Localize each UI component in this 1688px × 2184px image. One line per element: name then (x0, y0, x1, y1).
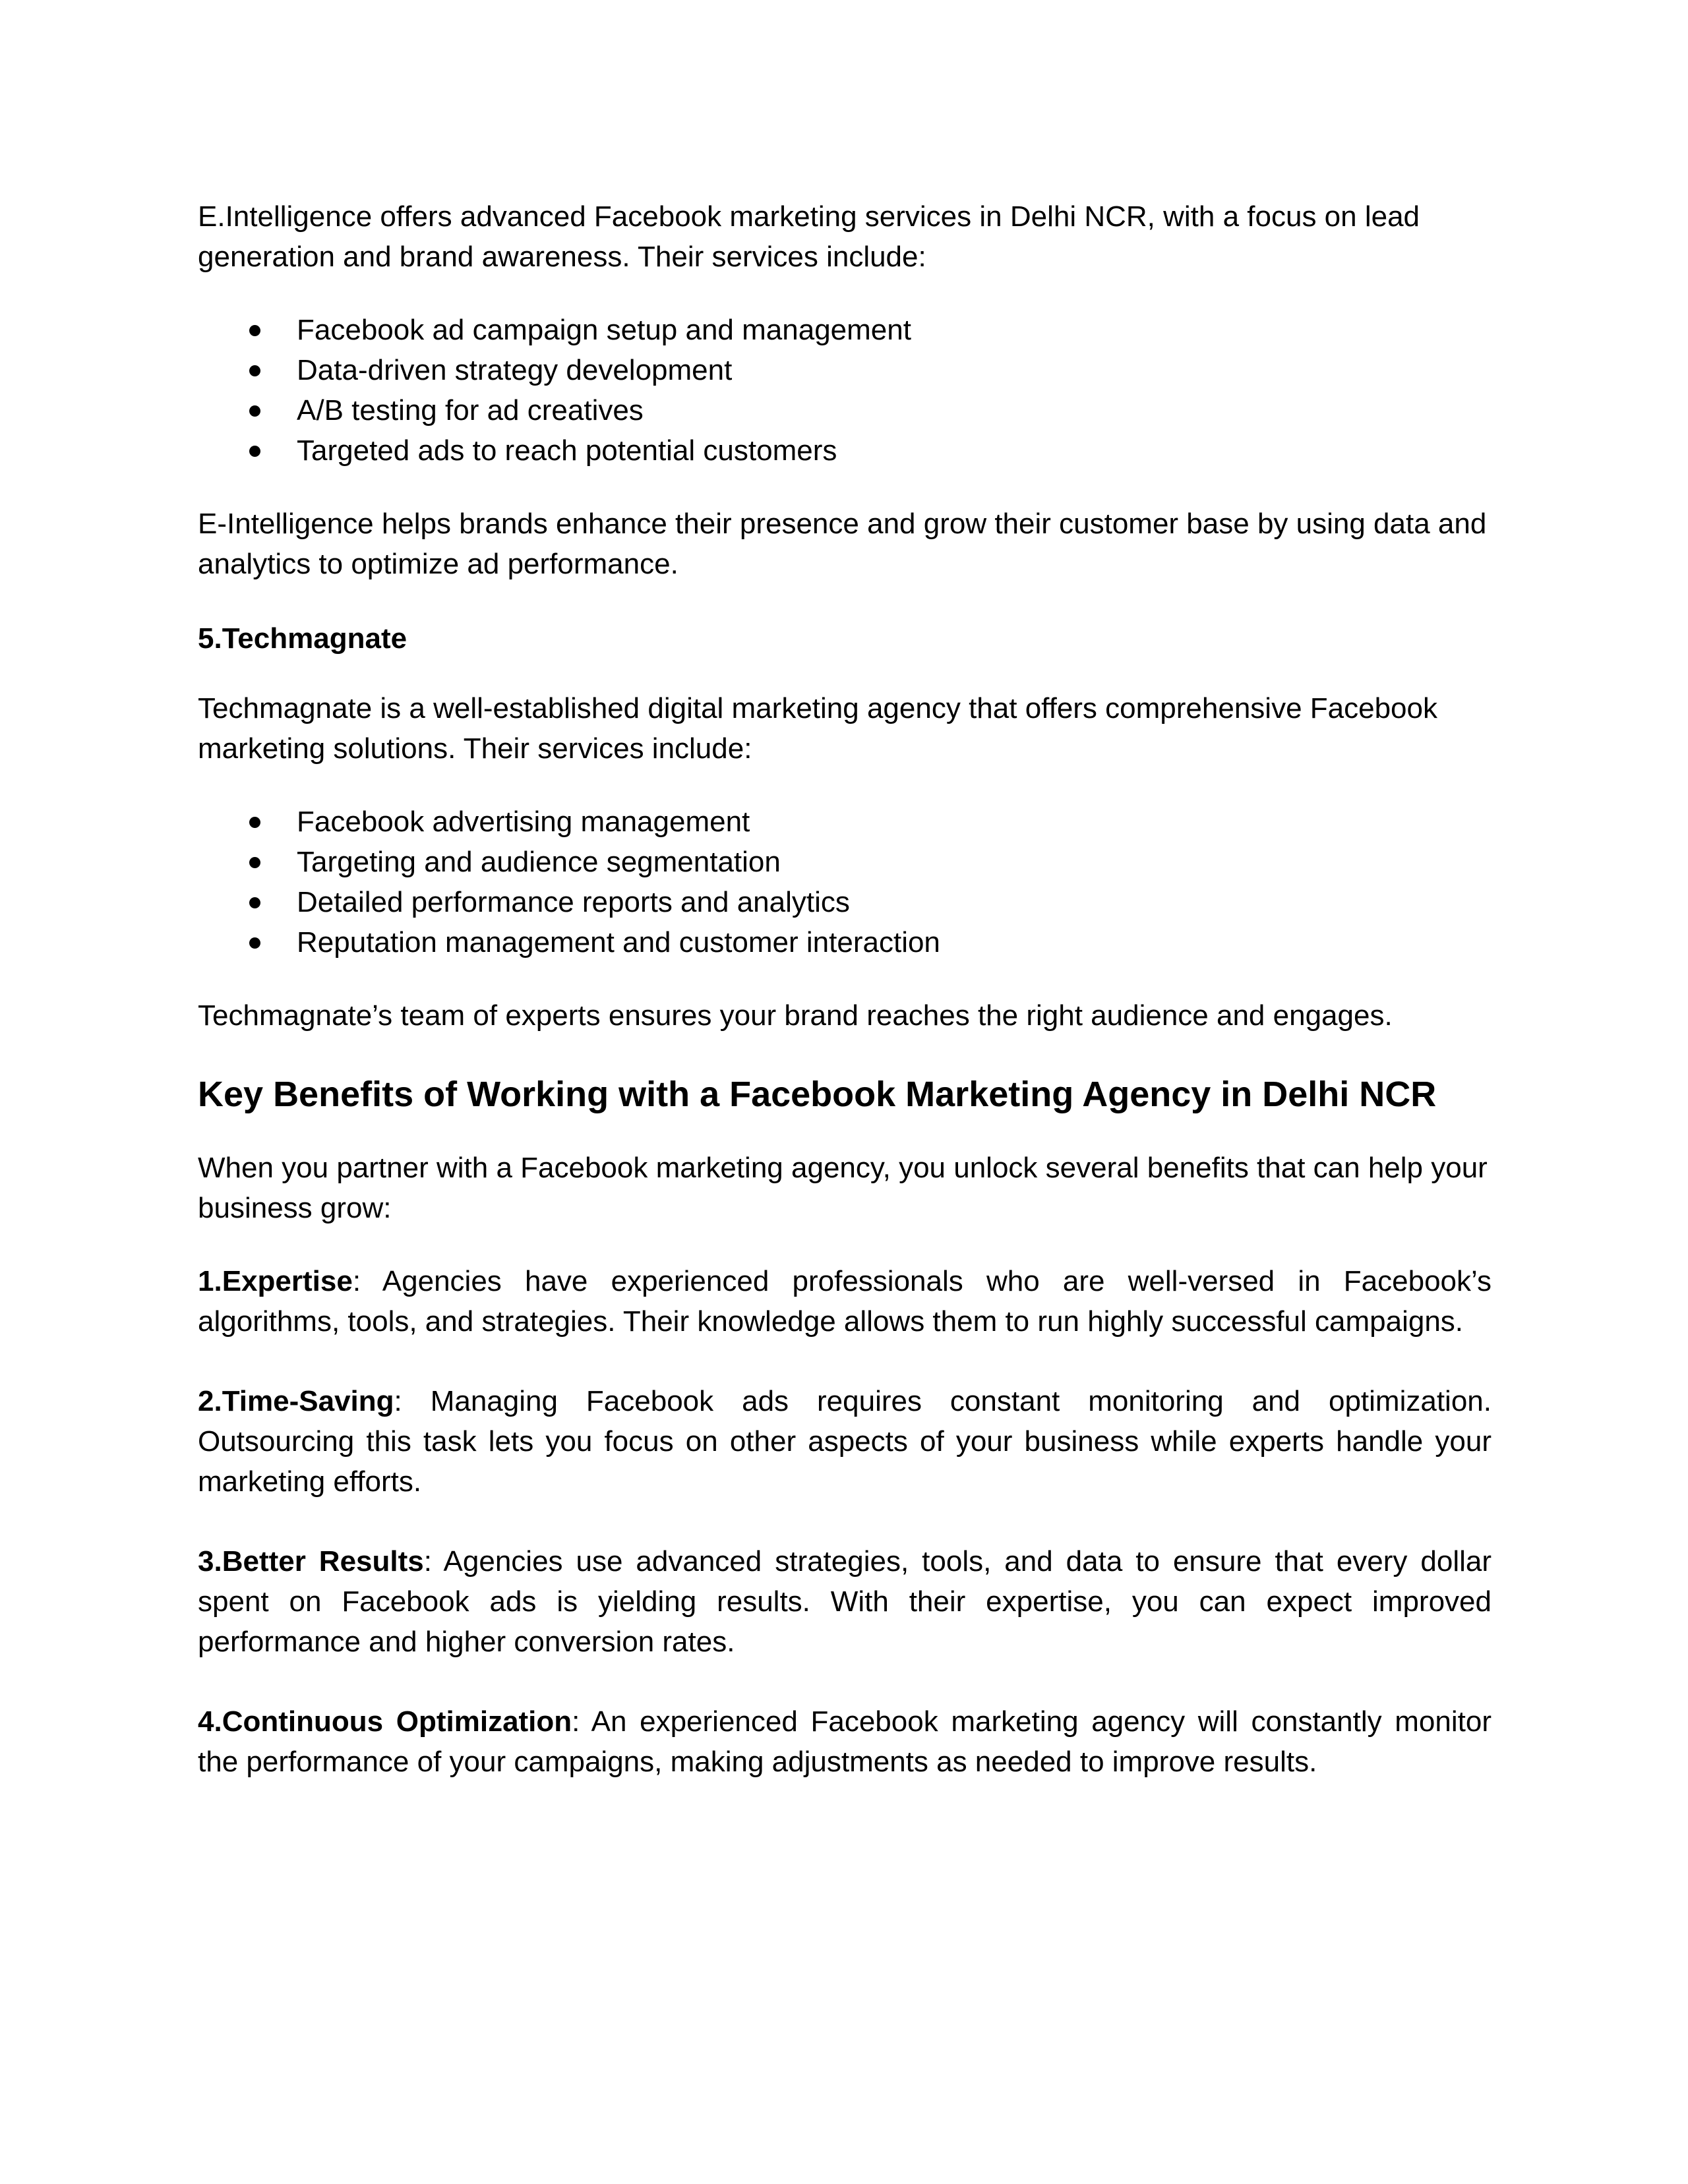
benefit-text: : An experienced Facebook marketing agency will constantly monitor the performance of your campaigns, making adjustments as needed to improve results. (198, 1705, 1492, 1778)
eintelligence-closing: E-Intelligence helps brands enhance their presence and grow their customer base by using data and analytics to optimize ad performance. (198, 508, 1487, 580)
benefit-continuous-optimization (198, 1701, 1492, 1782)
list-item: Targeting and audience segmentation (198, 842, 1492, 882)
list-item: Facebook ad campaign setup and management (198, 310, 1492, 350)
benefit-text: : Managing Facebook ads requires constant monitoring and optimization. Outsourcing this task lets you focus on other aspects of your business while experts handle your marketing efforts. (198, 1385, 1492, 1498)
list-item: Targeted ads to reach potential customers (198, 430, 1492, 471)
benefits-heading: Key Benefits of Working with a Facebook Marketing Agency in Delhi NCR (198, 1075, 1437, 1114)
techmagnate-intro: Techmagnate is a well-established digital marketing agency that offers comprehensive Facebook marketing solutions. Their services include: (198, 692, 1437, 765)
eintelligence-intro: E.Intelligence offers advanced Facebook marketing services in Delhi NCR, with a focus on lead generation and brand awareness. Their services include: (198, 200, 1420, 273)
list-item: Detailed performance reports and analytics (198, 882, 1492, 922)
bullet-icon (249, 817, 260, 828)
benefit-title: 1.Expertise (198, 1265, 353, 1297)
bullet-icon (249, 405, 260, 417)
techmagnate-closing: Techmagnate’s team of experts ensures your brand reaches the right audience and engages. (198, 999, 1393, 1032)
bullet-icon (249, 937, 260, 949)
benefit-title: 3.Better Results (198, 1545, 424, 1578)
list-item: A/B testing for ad creatives (198, 390, 1492, 430)
benefit-text: : Agencies have experienced professionals who are well-versed in Facebook’s algorithms, tools, and strategies. Their knowledge allows them to run highly successful campaigns. (198, 1265, 1492, 1338)
benefit-text: : Agencies use advanced strategies, tools, and data to ensure that every dollar spent on Facebook ads is yielding results. With their expertise, you can expect improved performance and higher conversion rates. (198, 1545, 1492, 1658)
bullet-icon (249, 365, 260, 376)
techmagnate-services-list (198, 802, 1492, 962)
bullet-icon (249, 897, 260, 908)
benefit-time-saving (198, 1381, 1492, 1502)
techmagnate-heading: 5.Techmagnate (198, 622, 407, 655)
list-item: Reputation management and customer interaction (198, 922, 1492, 962)
benefits-intro: When you partner with a Facebook marketing agency, you unlock several benefits that can help your business grow: (198, 1152, 1488, 1224)
benefit-title: 4.Continuous Optimization (198, 1705, 572, 1738)
benefit-title: 2.Time-Saving (198, 1385, 394, 1417)
document-page (198, 196, 1492, 1821)
list-item: Data-driven strategy development (198, 350, 1492, 390)
benefit-expertise (198, 1261, 1492, 1342)
list-item: Facebook advertising management (198, 802, 1492, 842)
bullet-icon (249, 446, 260, 457)
benefit-better-results (198, 1541, 1492, 1662)
bullet-icon (249, 857, 260, 868)
eintelligence-services-list (198, 310, 1492, 471)
bullet-icon (249, 325, 260, 336)
